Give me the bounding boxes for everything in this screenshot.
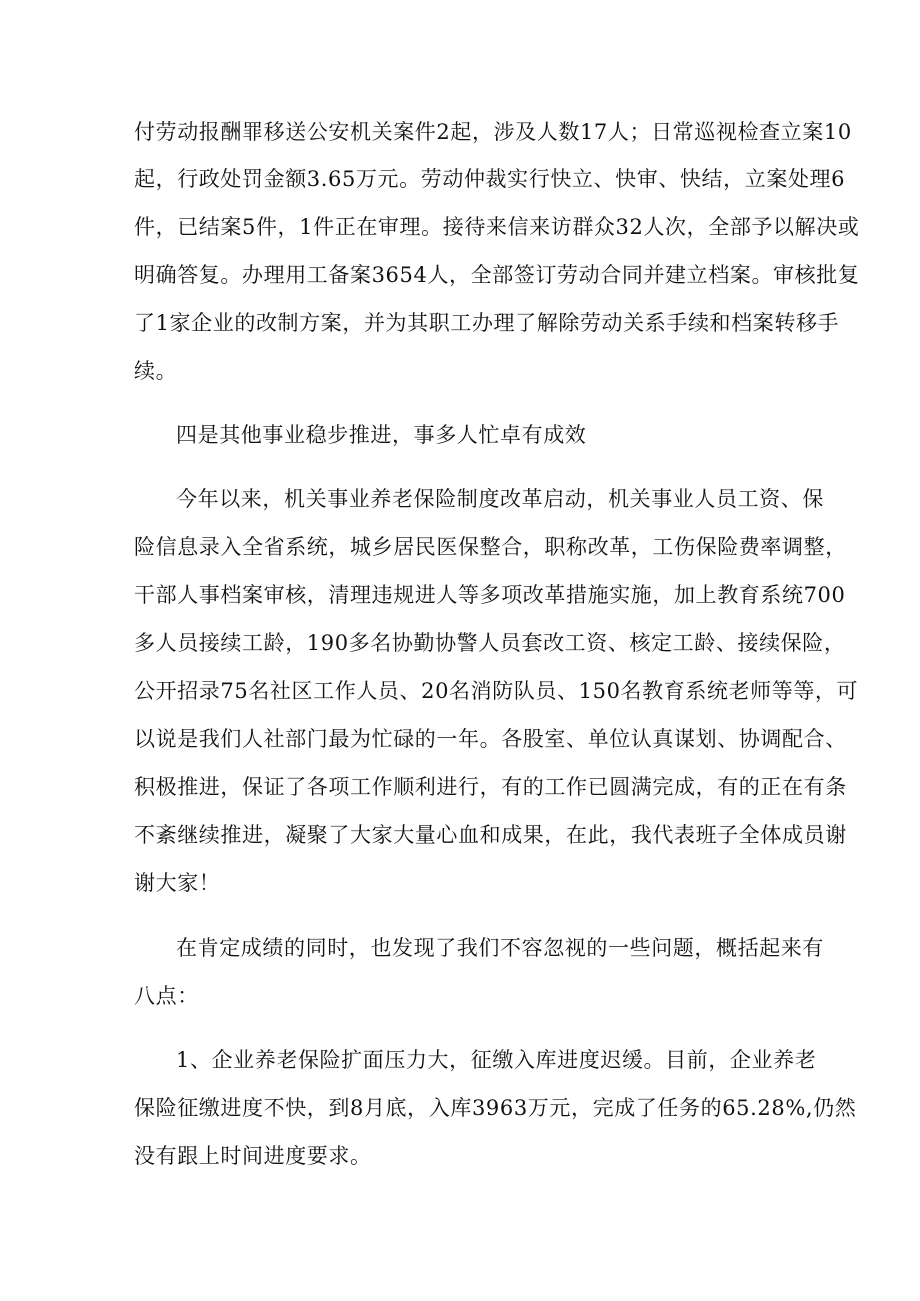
paragraph-line: 付劳动报酬罪移送公安机关案件2起，涉及人数17人；日常巡视检查立案10 xyxy=(134,120,852,144)
paragraph-line: 明确答复。办理用工备案3654人，全部签订劳动合同并建立档案。审核批复 xyxy=(134,263,860,287)
section-heading: 四是其他事业稳步推进，事多人忙卓有成效 xyxy=(176,423,587,447)
paragraph-line: 不紊继续推进，凝聚了大家大量心血和成果，在此，我代表班子全体成员谢 xyxy=(134,823,847,847)
paragraph-line: 今年以来，机关事业养老保险制度改革启动，机关事业人员工资、保 xyxy=(176,487,824,511)
paragraph-line: 以说是我们人社部门最为忙碌的一年。各股室、单位认真谋划、协调配合、 xyxy=(134,727,847,751)
paragraph-line: 件，已结案5件，1件正在审理。接待来信来访群众32人次，全部予以解决或 xyxy=(134,215,860,239)
paragraph-line: 公开招录75名社区工作人员、20名消防队员、150名教育系统老师等等，可 xyxy=(134,679,859,703)
paragraph-line: 干部人事档案审核，清理违规进人等多项改革措施实施，加上教育系统700 xyxy=(134,583,846,607)
paragraph-line: 续。 xyxy=(134,359,178,383)
paragraph-line: 了1家企业的改制方案，并为其职工办理了解除劳动关系手续和档案转移手 xyxy=(134,311,840,335)
paragraph-line: 保险征缴进度不快，到8月底，入库3963万元，完成了任务的65.28%,仍然 xyxy=(134,1096,857,1120)
paragraph-line: 八点： xyxy=(134,984,199,1008)
paragraph-line: 多人员接续工龄，190多名协勤协警人员套改工资、核定工龄、接续保险， xyxy=(134,631,846,655)
paragraph-line: 起，行政处罚金额3.65万元。劳动仲裁实行快立、快审、快结，立案处理6 xyxy=(134,167,846,191)
paragraph-line: 积极推进，保证了各项工作顺利进行，有的工作已圆满完成，有的正在有条 xyxy=(134,775,847,799)
paragraph-line: 在肯定成绩的同时，也发现了我们不容忽视的一些问题，概括起来有 xyxy=(176,936,824,960)
paragraph-line: 没有跟上时间进度要求。 xyxy=(134,1144,372,1168)
paragraph-line: 谢大家！ xyxy=(134,871,221,895)
paragraph-line: 险信息录入全省系统，城乡居民医保整合，职称改革，工伤保险费率调整， xyxy=(134,535,847,559)
paragraph-line: 1、企业养老保险扩面压力大，征缴入库进度迟缓。目前，企业养老 xyxy=(176,1048,817,1072)
